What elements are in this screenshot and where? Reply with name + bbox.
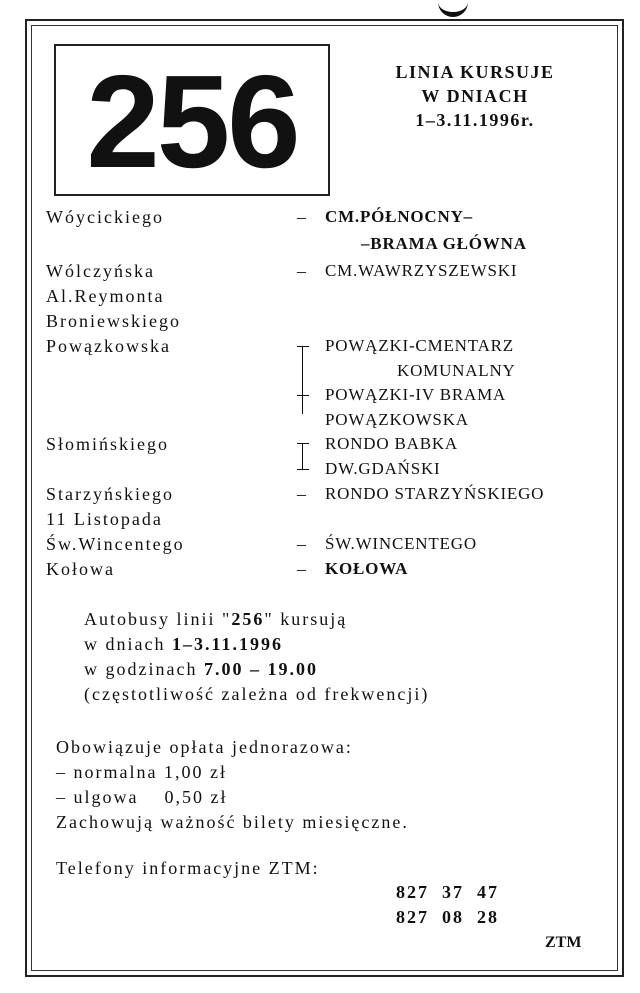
dash-marker: – <box>297 484 306 504</box>
destination: CM.PÓŁNOCNY– <box>325 207 473 226</box>
header-line-3: 1–3.11.1996r. <box>415 110 535 130</box>
header-line-1: LINIA KURSUJE <box>395 62 555 82</box>
stop-name: 11 Listopada <box>46 509 163 529</box>
stop-name: Wólczyńska <box>46 261 155 281</box>
bracket-tick <box>297 469 309 470</box>
fare-normal: – normalna 1,00 zł <box>56 762 227 782</box>
stop-name: Kołowa <box>46 559 115 579</box>
info-text: w dniach <box>84 634 172 654</box>
phone-number: 827 08 28 <box>396 907 499 927</box>
fare-info <box>56 735 409 835</box>
service-info <box>84 607 429 707</box>
destination: POWĄZKI-CMENTARZ <box>325 336 514 355</box>
info-line-4: (częstotliwość zależna od frekwencji) <box>84 684 430 704</box>
stop-name: Wóycickiego <box>46 207 164 227</box>
info-bold: 256 <box>231 609 265 629</box>
bracket-tick <box>297 443 309 444</box>
info-line-2 <box>84 632 429 657</box>
top-edge-fragment <box>438 0 468 17</box>
info-text: Autobusy linii " <box>84 609 232 629</box>
info-line-3 <box>84 657 429 682</box>
info-text: " kursują <box>264 609 348 629</box>
destination: POWĄZKI-IV BRAMA <box>325 385 507 404</box>
stop-name: Powązkowska <box>46 336 171 356</box>
stop-name: Starzyńskiego <box>46 484 174 504</box>
destination: KOŁOWA <box>325 559 409 578</box>
destination: POWĄZKOWSKA <box>325 410 469 429</box>
fare-title: Obowiązuje opłata jednorazowa: <box>56 737 353 757</box>
info-bold: 1–3.11.1996 <box>171 634 283 654</box>
dash-marker: – <box>297 534 306 554</box>
header-line-2: W DNIACH <box>421 86 529 106</box>
info-text: w godzinach <box>84 659 204 679</box>
stop-name: Św.Wincentego <box>46 534 185 554</box>
stop-name: Broniewskiego <box>46 311 181 331</box>
phones-label: Telefony informacyjne ZTM: <box>56 858 320 878</box>
stop-name: Słomińskiego <box>46 434 170 454</box>
phone-number: 827 37 47 <box>396 882 499 902</box>
ztm-signature: ZTM <box>545 934 582 951</box>
destination: DW.GDAŃSKI <box>325 459 441 478</box>
bracket-connector <box>302 443 303 469</box>
route-number: 256 <box>86 48 298 195</box>
destination: ŚW.WINCENTEGO <box>325 534 477 553</box>
destination: RONDO BABKA <box>325 434 459 453</box>
fare-reduced: – ulgowa 0,50 zł <box>56 787 228 807</box>
destination: CM.WAWRZYSZEWSKI <box>325 261 518 280</box>
stop-name: Al.Reymonta <box>46 286 165 306</box>
info-line-1 <box>84 607 429 632</box>
destination: –BRAMA GŁÓWNA <box>361 234 527 253</box>
destination: KOMUNALNY <box>397 361 516 380</box>
dash-marker: – <box>297 559 306 579</box>
bracket-tick <box>297 346 309 347</box>
route-number-box <box>54 44 330 196</box>
phone-numbers <box>396 880 499 930</box>
destination: RONDO STARZYŃSKIEGO <box>325 484 545 503</box>
dash-marker: – <box>297 207 306 227</box>
bracket-connector <box>302 346 303 414</box>
dash-marker: – <box>297 261 306 281</box>
fare-note: Zachowują ważność bilety miesięczne. <box>56 812 409 832</box>
info-bold: 7.00 – 19.00 <box>203 659 318 679</box>
bracket-tick <box>297 395 309 396</box>
operating-days-header <box>360 60 590 132</box>
